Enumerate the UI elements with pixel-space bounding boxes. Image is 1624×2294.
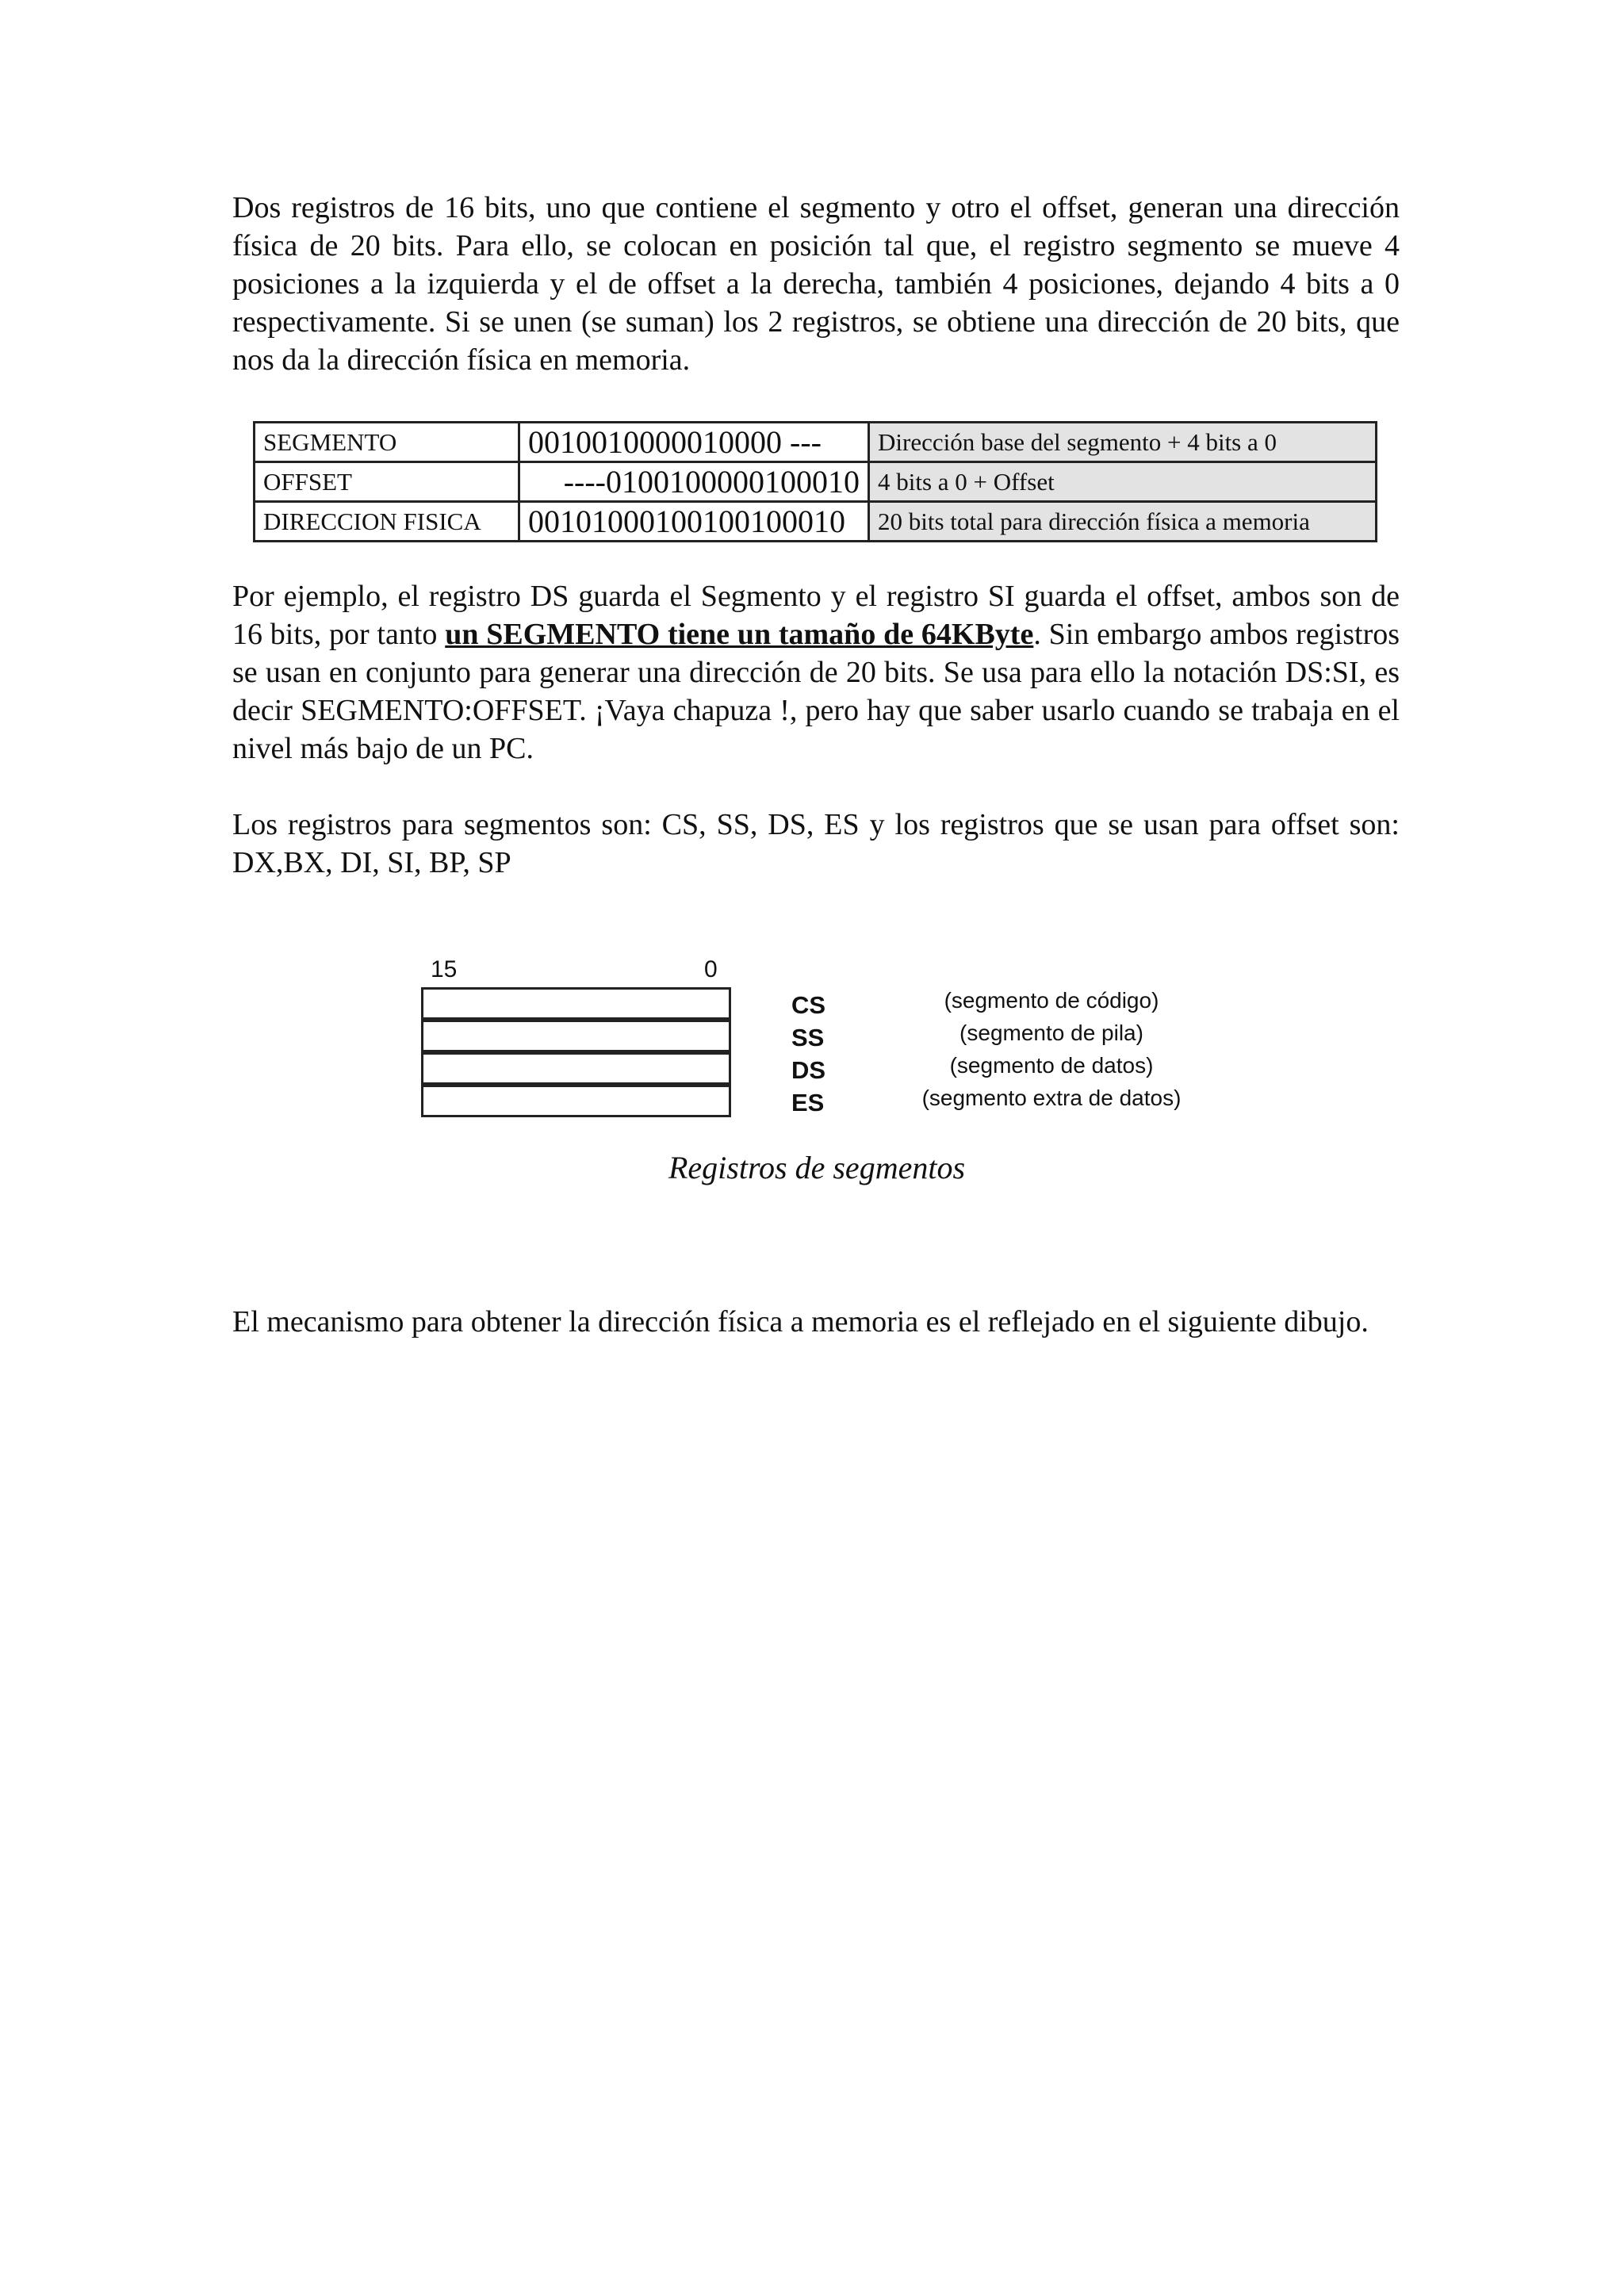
row-binary: 0010010000010000 ---	[519, 423, 869, 462]
table-row	[255, 462, 1377, 502]
example-paragraph	[232, 577, 1400, 768]
row-name: DIRECCION FISICA	[255, 502, 519, 542]
intro-paragraph: Dos registros de 16 bits, uno que contiene el segmento y otro el offset, generan una dirección física de 20 bits. Para ello, se colocan en posición tal que, el registro segmento se mueve 4 posiciones a la izquierda y el de offset a la derecha, también 4 posiciones, dejando 4 bits a 0 respectivamente. Si se unen (se suman) los 2 registros, se obtiene una dirección de 20 bits, que nos da la dirección física en memoria.	[232, 191, 1400, 377]
figure-caption: Registros de segmentos	[668, 1150, 966, 1185]
register-box	[421, 1020, 731, 1052]
register-box	[421, 987, 731, 1020]
row-name: SEGMENTO	[255, 423, 519, 462]
row-description: Dirección base del segmento + 4 bits a 0	[869, 423, 1377, 462]
register-description: (segmento de pila)	[959, 1021, 1143, 1045]
row-description: 4 bits a 0 + Offset	[869, 462, 1377, 502]
row-name: OFFSET	[255, 462, 519, 502]
emphasis-text: un SEGMENTO tiene un tamaño de 64KByte	[445, 618, 1034, 651]
row-description: 20 bits total para dirección física a memoria	[869, 502, 1377, 542]
register-description: (segmento extra de datos)	[921, 1086, 1182, 1110]
register-description: (segmento de datos)	[949, 1053, 1154, 1078]
register-name: SS	[791, 1024, 825, 1051]
register-box	[421, 1085, 731, 1117]
register-box	[421, 1052, 731, 1085]
address-table	[253, 421, 1377, 542]
register-name: CS	[791, 991, 826, 1019]
row-binary: 00101000100100100010	[519, 502, 869, 542]
closing-paragraph: El mecanismo para obtener la dirección física a memoria es el reflejado en el siguiente dibujo.	[232, 1305, 1369, 1338]
table-row	[255, 502, 1377, 542]
bit-low-label: 0	[704, 956, 718, 982]
example-text-before: Por ejemplo, el registro DS guarda el Segmento y el registro SI guarda el offset, ambos son de 16 bits, por tanto	[232, 580, 1400, 651]
register-name: DS	[791, 1056, 826, 1084]
bit-high-label: 15	[431, 956, 458, 982]
table-row	[255, 423, 1377, 462]
register-description: (segmento de código)	[944, 988, 1159, 1013]
registers-paragraph: Los registros para segmentos son: CS, SS, DS, ES y los registros que se usan para offset son: DX,BX, DI, SI, BP, SP	[232, 808, 1400, 879]
example-text-after: . Sin embargo ambos registros se usan en conjunto para generar una dirección de 20 bits. Se usa para ello la notación DS:SI, es decir SEGMENTO:OFFSET. ¡Vaya chapuza !, pero hay que saber usarlo cuando se trabaja en el nivel más bajo de un PC.	[232, 618, 1400, 765]
row-binary: ----0100100000100010	[519, 462, 869, 502]
register-name: ES	[791, 1089, 825, 1116]
